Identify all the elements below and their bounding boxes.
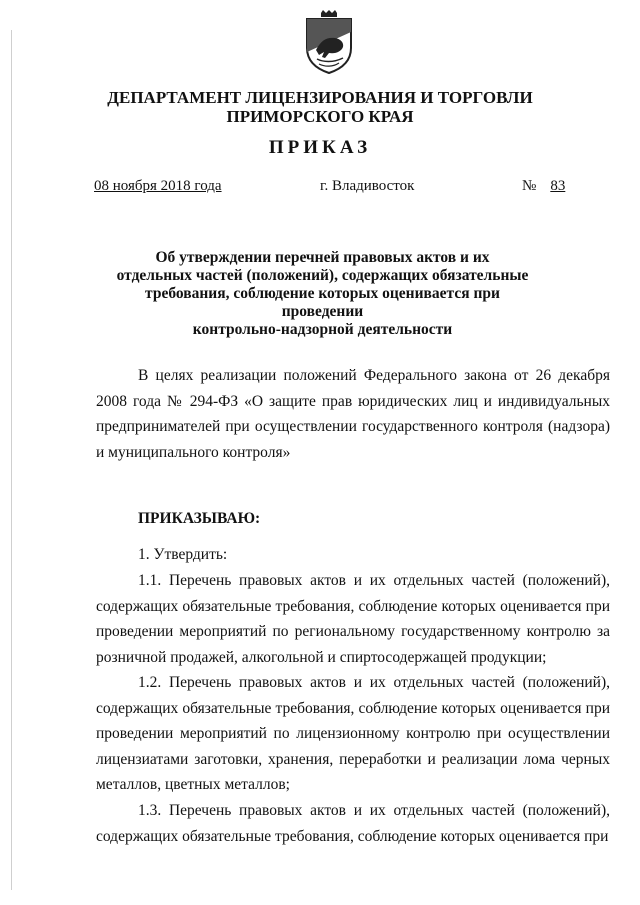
- item-1-1: 1.1. Перечень правовых актов и их отдельных частей (положений), содержащих обязательные требования, соблюдение которых оценивается при проведении мероприятий по региональному государственному контролю за розничной продажей, алкогольной и спиртосодержащей продукции;: [96, 572, 610, 666]
- item-1-3: 1.3. Перечень правовых актов и их отдельных частей (положений), содержащих обязательные требования, соблюдение которых оценивается при: [96, 802, 610, 845]
- department-title: [100, 88, 540, 126]
- order-subject: [115, 249, 530, 339]
- order-number-label: №: [522, 178, 537, 194]
- item-1-2: 1.2. Перечень правовых актов и их отдельных частей (положений), содержащих обязательные требования, соблюдение которых оценивается при проведении мероприятий по лицензионному контролю при осуществлении лицензиатами заготовки, хранения, переработки и реализации лома черных металлов, цветных металлов;: [96, 674, 610, 793]
- order-date: 08 ноября 2018 года: [94, 178, 222, 194]
- coat-of-arms-emblem: [303, 10, 355, 74]
- order-directive-word: ПРИКАЗЫВАЮ:: [138, 510, 261, 527]
- subject-line1: Об утверждении перечней правовых актов и их: [155, 249, 490, 266]
- department-title-line1: ДЕПАРТАМЕНТ ЛИЦЕНЗИРОВАНИЯ И ТОРГОВЛИ: [107, 88, 533, 107]
- subject-line3: требования, соблюдение которых оценивается при проведении: [145, 285, 500, 320]
- scan-margin-line: [11, 30, 12, 890]
- order-number-value: 83: [550, 178, 566, 194]
- order-city: г. Владивосток: [320, 178, 415, 194]
- subject-line4: контрольно-надзорной деятельности: [192, 321, 453, 338]
- department-title-line2: ПРИМОРСКОГО КРАЯ: [226, 107, 414, 126]
- preamble-paragraph: В целях реализации положений Федерального закона от 26 декабря 2008 года № 294-ФЗ «О защите прав юридических лиц и индивидуальных предпринимателей при осуществлении государственного контроля (надзора) и муниципального контроля»: [96, 367, 610, 461]
- subject-line2: отдельных частей (положений), содержащих обязательные: [116, 267, 529, 284]
- document-type: ПРИКАЗ: [268, 137, 372, 158]
- item-1: 1. Утвердить:: [138, 546, 228, 563]
- order-number: [522, 178, 590, 195]
